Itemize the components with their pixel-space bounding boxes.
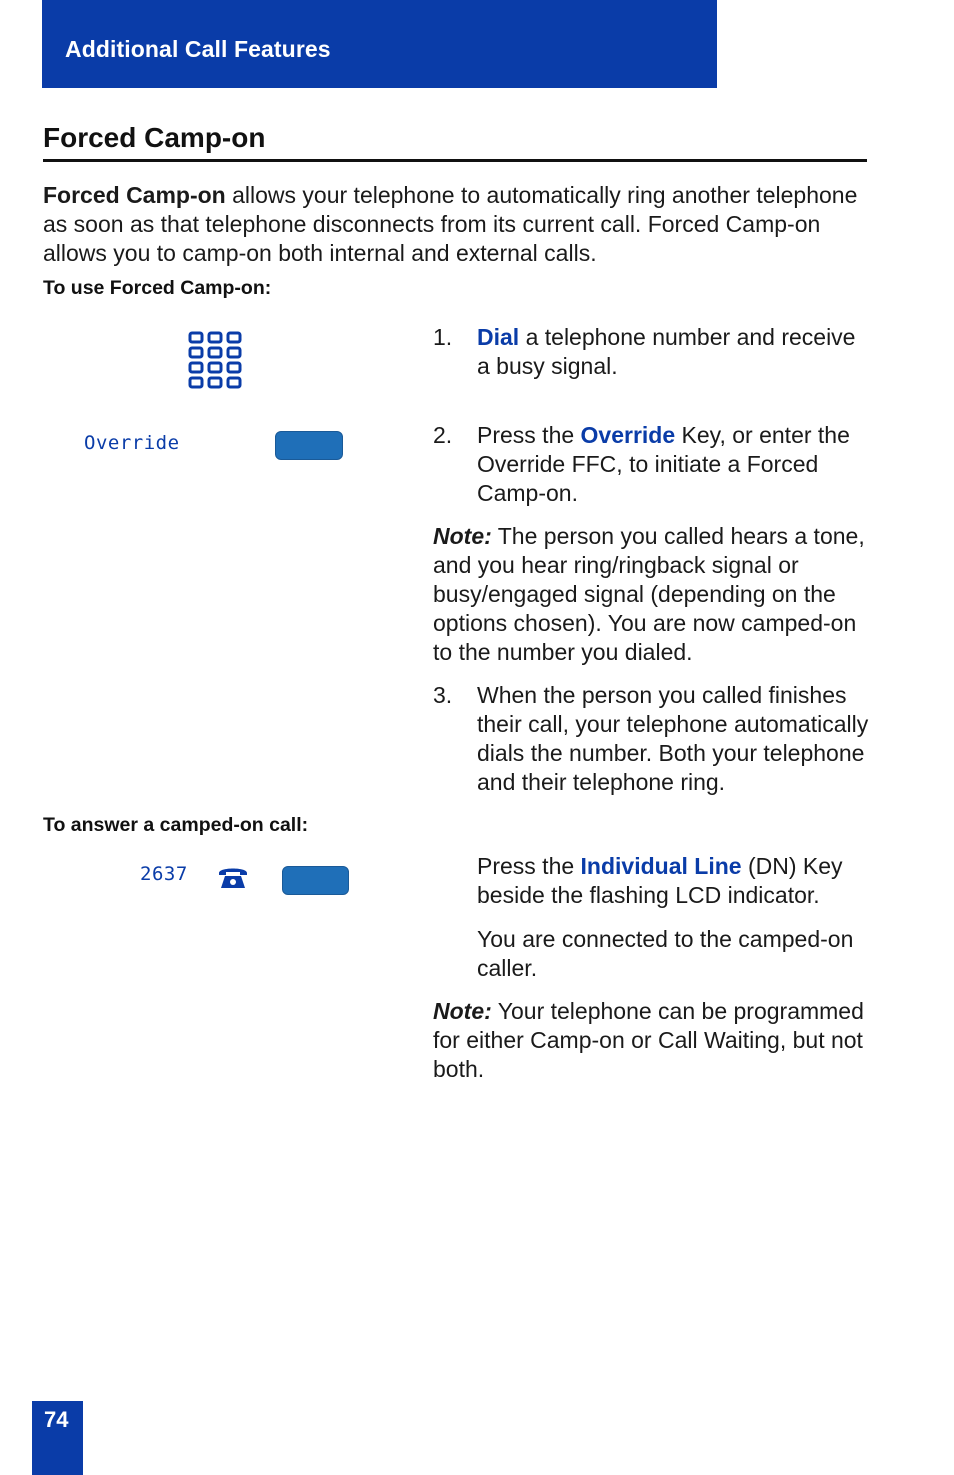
step-text: When the person you called finishes their call, your telephone automatically dials the number. Both your telephone and their telephone ring. xyxy=(477,682,869,795)
override-keyword: Override xyxy=(580,422,676,448)
intro-lead: Forced Camp-on xyxy=(43,182,226,208)
header-bar xyxy=(42,0,717,88)
step-number: 3. xyxy=(433,682,453,708)
note-text: Your telephone can be programmed for either Camp-on or Call Waiting, but not both. xyxy=(433,998,864,1082)
step-text-pre: Press the xyxy=(477,422,581,448)
step-text: Key, or enter the Override FFC, to initiate a Forced Camp-on. xyxy=(477,422,850,506)
step-number: 1. xyxy=(433,324,453,350)
note-label: Note: xyxy=(433,998,492,1024)
override-soft-key[interactable] xyxy=(275,431,343,460)
individual-line-keyword: Individual Line xyxy=(580,853,742,879)
step-number: 2. xyxy=(433,422,453,448)
individual-line-key[interactable] xyxy=(282,866,349,895)
step-1 xyxy=(433,323,873,381)
use-heading: To use Forced Camp-on: xyxy=(43,277,272,299)
answer-text: (DN) Key beside the flashing LCD indicator. xyxy=(477,853,843,908)
answer-heading: To answer a camped-on call: xyxy=(43,814,309,836)
dial-keyword: Dial xyxy=(477,324,520,350)
connected-text: You are connected to the camped-on caller. xyxy=(477,926,854,981)
page-number: 74 xyxy=(44,1407,69,1432)
answer-instruction xyxy=(477,852,877,910)
intro-paragraph xyxy=(43,181,873,268)
title-divider xyxy=(43,159,867,162)
header-section-title: Additional Call Features xyxy=(65,36,331,62)
telephone-icon xyxy=(217,864,249,890)
dn-display-label: 2637 xyxy=(140,863,188,885)
step-text: a telephone number and receive a busy signal. xyxy=(477,324,856,379)
page-title: Forced Camp-on xyxy=(43,122,266,153)
step-3 xyxy=(433,681,873,797)
step-2 xyxy=(433,421,873,508)
note-2 xyxy=(433,997,873,1084)
note-1 xyxy=(433,522,873,667)
note-text: The person you called hears a tone, and you hear ring/ringback signal or busy/engaged signal (depending on the options chosen). You are now camped-on to the number you dialed. xyxy=(433,523,865,665)
answer-text-pre: Press the xyxy=(477,853,581,879)
keypad-icon xyxy=(187,331,247,393)
intro-text: allows your telephone to automatically ring another telephone as soon as that telephone disconnects from its current call. Forced Camp-on allows you to camp-on both internal and external calls. xyxy=(43,182,858,266)
override-display-label: Override xyxy=(84,432,180,454)
page-number-box xyxy=(32,1401,83,1475)
note-label: Note: xyxy=(433,523,492,549)
